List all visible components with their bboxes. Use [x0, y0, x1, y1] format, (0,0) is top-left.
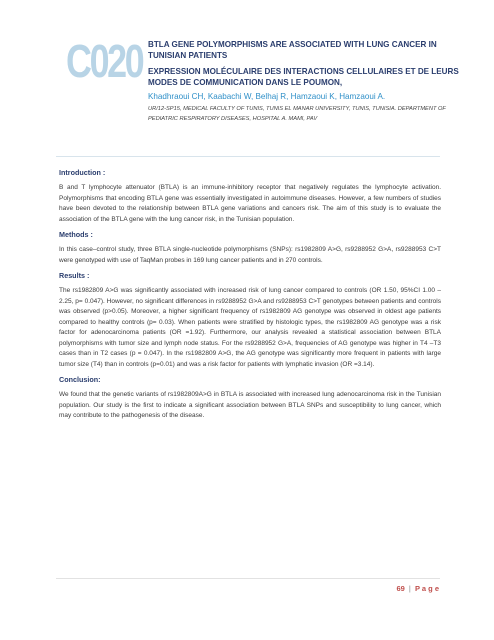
introduction-text: B and T lymphocyte attenuator (BTLA) is an immune-inhibitory receptor that negatively regulates the lymphocyte activation. Polymorphisms that encoding BTLA gene was essentially investigated in autoimmune diseases. However, a few numbers of studies have been devoted to the relationship between BTLA gene variations and cancers risk. The aim of this study is to evaluate the association of the BTLA gene with the lung cancer risk, in the Tunisian population.: [59, 184, 441, 223]
conclusion-heading: Conclusion:: [59, 375, 101, 384]
abstract-body: [59, 168, 441, 427]
page-footer: [396, 584, 439, 594]
english-title: BTLA GENE POLYMORPHISMS ARE ASSOCIATED WITH LUNG CANCER IN TUNISIAN PATIENTS: [148, 40, 437, 60]
french-title: EXPRESSION MOLÉCULAIRE DES INTERACTIONS CELLULAIRES ET DE LEURS MODES DE COMMUNICATION DANS LE POUMON,: [148, 67, 459, 87]
abstract-header: [148, 40, 468, 124]
footer-divider: [56, 578, 440, 579]
affiliation: UR/12-SP15, MEDICAL FACULTY OF TUNIS, TUNIS EL MANAR UNIVERSITY, TUNIS, TUNISIA. DEPARTMENT OF PEDIATRIC RESPIRATORY DISEASES, HOSPITAL A. MAMI, PAV: [148, 106, 446, 122]
methods-text: In this case–control study, three BTLA single-nucleotide polymorphisms (SNPs): rs1982809 A>G, rs9288952 G>A, rs9288953 C>T were genotyped with use of TaqMan probes in 169 lung cancer patients and in 270 controls.: [59, 246, 441, 264]
author-list: Khadhraoui CH, Kaabachi W, Belhaj R, Hamzaoui K, Hamzaoui A.: [148, 92, 386, 101]
abstract-code: C020: [66, 35, 143, 87]
introduction-heading: Introduction :: [59, 168, 106, 177]
page-label: P a g e: [414, 584, 439, 593]
results-text: The rs1982809 A>G was significantly associated with increased risk of lung cancer compared to controls (OR 1.50, 95%CI 1.00 – 2.25, p= 0.047). However, no significant differences in rs9288952 G>A and rs9288953 C>T genotypes between patients and controls was observed (p>0.05). Moreover, a higher significant frequency of rs1982809 AG genotype was observed in oldest age patients compared to healthy controls (p= 0.03). When patients were stratified by histologic types, the rs1982809 AG genotype was a risk factor for adenocarcinoma patients (OR =1.92). Furthermore, our analysis revealed a statistical association between BTLA polymorphisms with tumor size and lymph node status. For the rs9288952 G>A, frequencies of AG genotype was higher in T4 –T3 cases than in T2 cases (p = 0.047). In the rs1982809 A>G, the AG genotype was significantly more frequent in patients with large tumor size (T4) than in controls (p=0.01) and was a risk factor for patients with lymphatic invasion (OR =3.14).: [59, 287, 441, 368]
page-number: 69: [396, 584, 405, 593]
methods-heading: Methods :: [59, 230, 93, 239]
header-divider: [56, 156, 440, 157]
conclusion-text: We found that the genetic variants of rs1982809A>G in BTLA is associated with increased lung adenocarcinoma risk in the Tunisian population. Our study is the first to indicate a significant association between BTLA SNPs and susceptibility to lung cancer, which may contribute to the pathogenesis of the disease.: [59, 391, 441, 419]
footer-separator: |: [408, 584, 411, 593]
results-heading: Results :: [59, 271, 90, 280]
